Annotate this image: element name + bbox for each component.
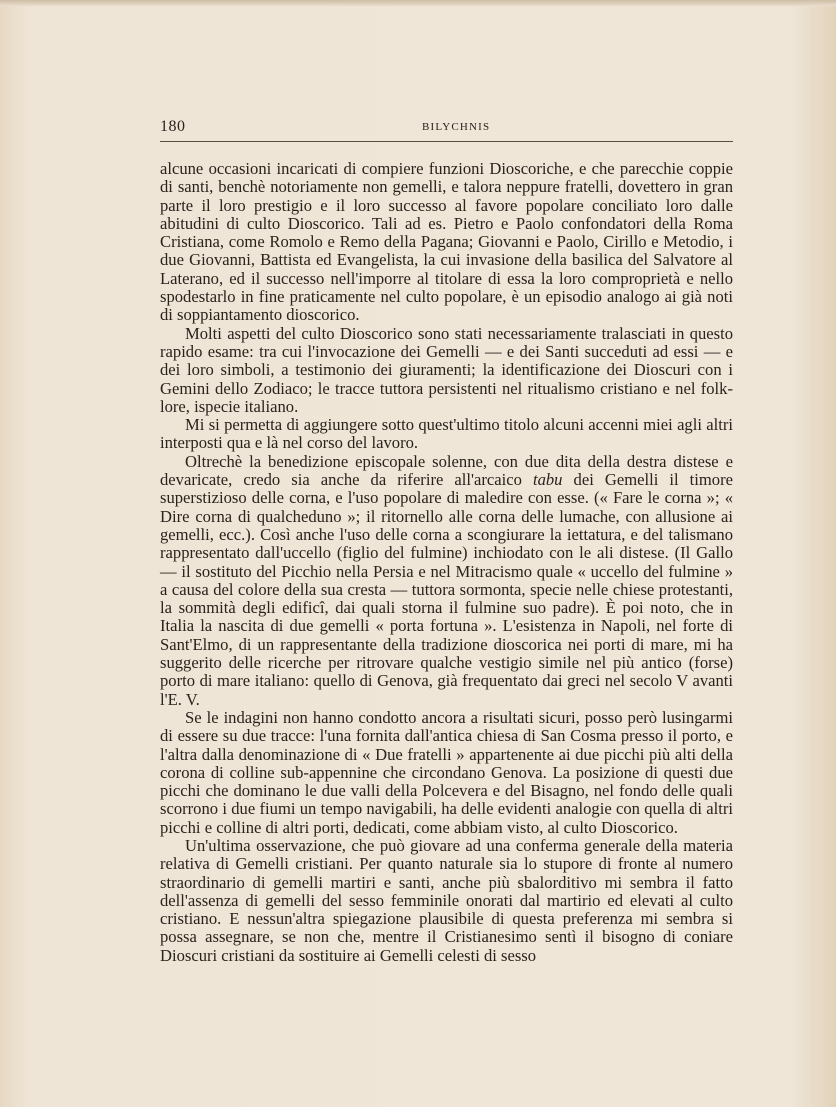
header-rule [160,141,733,142]
paragraph [160,453,733,709]
paragraph: Mi si permetta di aggiungere sotto quest'ultimo titolo alcuni accenni miei agli altri interposti qua e là nel corso del lavoro. [160,415,733,453]
paragraph: Se le indagini non hanno condotto ancora a risultati sicuri, posso però lusingarmi di essere su due tracce: l'una fornita dall'antica chiesa di San Cosma presso il porto, e l'altra dalla denominazione di « Due fratelli » appartenente ai due picchi più alti della corona di colline sub-appennine che circondano Genova. La posizione di questi due picchi che dominano le due valli della Polcevera e del Bisagno, nel fondo delle quali scorrono i due fiumi un tempo navigabili, ha delle evidenti analogie con quella di altri picchi e colline di altri porti, dedicati, come abbiam visto, al culto Dioscorico. [160,707,733,837]
page-top-edge [0,0,836,6]
paragraph-text: Oltrechè la benedizione episcopale solenne, con due dita della destra distese e devaricate, credo sia anche da riferire all'arcaico [160,451,733,490]
page-header [160,118,733,142]
italic-term: tabu [532,470,563,490]
page-number: 180 [160,118,186,135]
paragraph-text: dei Gemelli il timore superstizioso delle corna, e l'uso popolare di maledire con esse. (« Fare le corna »; « Dire corna di qualcheduno »; il ritornello alle corna delle lumache, con allusione ai gemelli, ecc.). Così anche l'uso delle corna a scongiurare la iettatura, e del talismano rappresentato dall'uccello (figlio del fulmine) inchiodato con le ali distese. (Il Gallo — il sostituto del Picchio nella Persia e nel Mitracismo quale « uccello del fulmine » a causa del colore della sua cresta — tuttora sormonta, specie nelle chiese protestanti, la sommità degli edificî, dai quali storna il fulmine suo padre). È poi noto, che in Italia la nascita di due gemelli « porta fortuna ». L'esistenza in Napoli, nel forte di Sant'Elmo, di un rappresentante della tradizione dioscorica nei porti di mare, mi ha suggerito delle ricerche per ritrovare qualche vestigio simile nel più antico (forse) porto di mare italiano: quello di Genova, già frequentato dai greci nel secolo V avanti l'E. V. [160,470,733,709]
running-title: BILYCHNIS [422,121,491,133]
body-text [160,160,733,965]
paragraph: Un'ultima osservazione, che può giovare ad una conferma generale della materia relativa di Gemelli cristiani. Per quanto naturale sia lo stupore di fronte al numero straordinario di gemelli martiri e santi, anche più sbalorditivo mi sembra il fatto dell'assenza di gemelli del sesso femminile onorati dal martirio ed elevati al culto cristiano. E nessun'altra spiegazione plausibile di questa preferenza mi sembra si possa assegnare, se non che, mentre il Cristianesimo sentì il bisogno di coniare Dioscuri cristiani da sostituire ai Gemelli celesti di sesso [160,835,733,965]
paragraph: Molti aspetti del culto Dioscorico sono stati necessariamente tralasciati in questo rapido esame: tra cui l'invocazione dei Gemelli — e dei Santi succeduti ad essi — e dei loro simboli, a testimonio dei giuramenti; la identificazione dei Dioscuri con i Gemini dello Zodiaco; le tracce tuttora persistenti nel ritualismo cristiano e nel folk-lore, ispecie italiano. [160,323,733,416]
paragraph: alcune occasioni incaricati di compiere funzioni Dioscoriche, e che parecchie coppie di santi, benchè notoriamente non gemelli, e talora neppure fratelli, dovettero in gran parte il loro prestigio e il loro successo al favore popolare conciliato loro dalle abitudini di culto Dioscorico. Tali ad es. Pietro e Paolo confondatori della Roma Cristiana, come Romolo e Remo della Pagana; Giovanni e Paolo, Cirillo e Metodio, i due Giovanni, Battista ed Evangelista, la cui invasione della basilica del Salvatore al Laterano, ed il successo nell'imporre al titolare di essa la loro comproprietà e nello spodestarlo in fine praticamente nel culto popolare, è un episodio analogo ai già noti di soppiantamento dioscorico. [160,159,733,325]
